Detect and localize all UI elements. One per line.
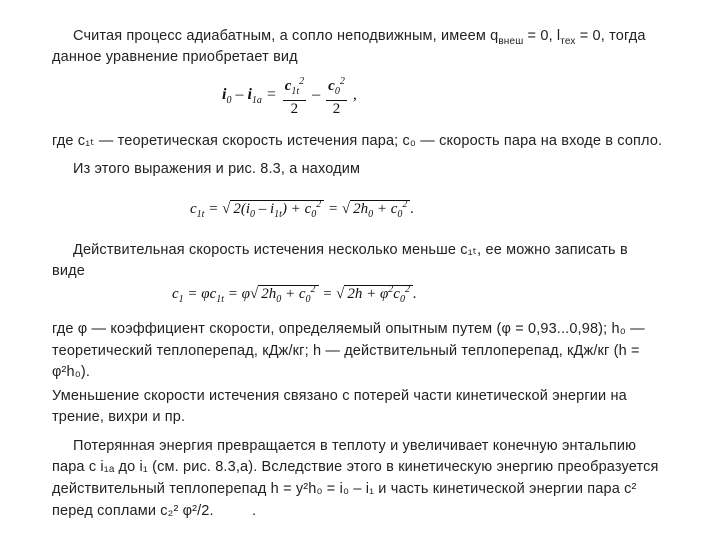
para-5-line-3: φ²h₀).	[52, 364, 91, 380]
equation-1-render: $i_0 - i_{1a}$ = $\frac{c_{1t}^2}{2}$ – $\frac{c_0^2}{2}$ ,	[222, 76, 357, 117]
equation-3	[172, 284, 417, 305]
para-1-text-b: = 0, l	[523, 28, 561, 44]
equation-1	[222, 74, 357, 117]
para-7-line-1: Потерянная энергия превращается в теплоту и увеличивает конечную энтальпию	[73, 438, 637, 454]
para-7-dot: .	[252, 503, 257, 519]
para-5-line-1: где φ — коэффициент скорости, определяемый опытным путем (φ = 0,93...0,98); h₀ —	[52, 321, 645, 337]
para-7-line-4: перед соплами c₂² φ²/2.	[52, 503, 214, 519]
para-3: Из этого выражения и рис. 8.3, а находим	[73, 161, 361, 177]
para-7-line-2: пара с i₁ₐ до i₁ (см. рис. 8.3,а). Вследствие этого в кинетическую энергию преобразуется	[52, 459, 659, 475]
para-7-line-3: действительный теплоперепад h = y²h₀ = i₀ – i₁ и часть кинетической энергии пара c²	[52, 481, 637, 497]
equation-3-render: $c_1 = \varphi c_{1t} = \varphi√$ $2h_0 + c_0^2$ = √ $2h + \varphi^2c_0^2$ .	[172, 284, 417, 305]
para-4-line-1: Действительная скорость истечения несколько меньше c₁ₜ, ее можно записать в	[73, 242, 628, 258]
para-1-text-c: = 0, тогда	[575, 28, 646, 44]
para-6-line-1: Уменьшение скорости истечения связано с потерей части кинетической энергии на	[52, 388, 627, 404]
para-1-line-2: данное уравнение приобретает вид	[52, 49, 298, 65]
para-5-line-2: теоретический теплоперепад, кДж/кг; h — действительный теплоперепад, кДж/кг (h =	[52, 343, 640, 359]
sub-vnesh: внеш	[498, 35, 524, 47]
para-4-line-2: виде	[52, 263, 85, 279]
equation-2-render: $c_{1t}$ = √ $2(i_0 - i_{1t}) + c_0^2$ = √ $2h_0 + c_0^2$ .	[190, 199, 415, 220]
para-1-text: Считая процесс адиабатным, а сопло неподвижным, имеем q	[73, 28, 499, 44]
para-2: где c₁ₜ — теоретическая скорость истечения пара; c₀ — скорость пара на входе в сопло.	[52, 133, 663, 149]
sub-teh: тех	[560, 35, 576, 47]
para-6-line-2: трение, вихри и пр.	[52, 409, 186, 425]
equation-2	[190, 199, 414, 220]
